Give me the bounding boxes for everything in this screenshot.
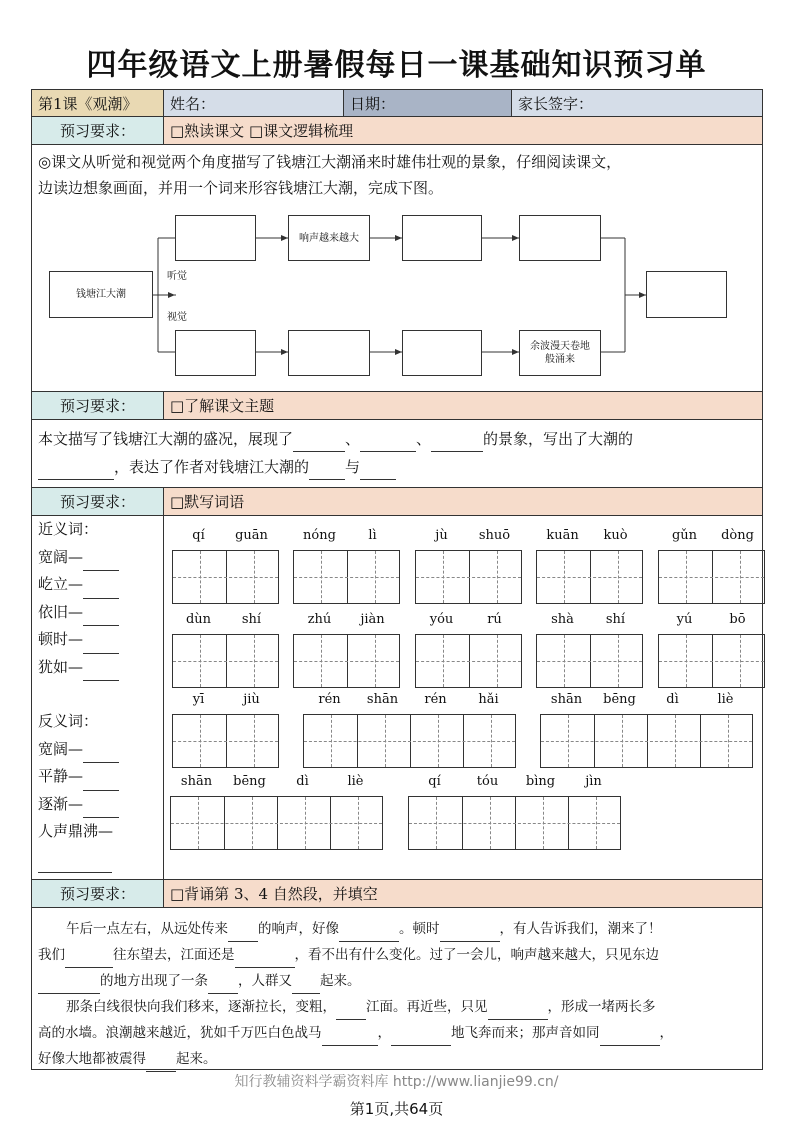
grid-guide	[294, 661, 399, 662]
synonyms-title: 近义词：	[38, 520, 99, 538]
fill-blank[interactable]	[600, 1031, 660, 1046]
grid-guide	[294, 577, 399, 578]
pinyin-label: jù	[435, 528, 448, 543]
section4-body	[32, 908, 762, 1070]
fill-blank[interactable]	[360, 435, 416, 452]
antonym-item: 宽阔—	[38, 736, 119, 764]
vocab-column	[32, 516, 164, 879]
requirement-label: 预习要求：	[32, 488, 164, 515]
pinyin-label: guān	[235, 528, 268, 543]
fill-blank[interactable]	[38, 856, 112, 873]
requirement-label: 预习要求：	[32, 392, 164, 419]
section2-body	[32, 420, 762, 488]
pinyin-label: rú	[487, 612, 502, 627]
pinyin-label: rén	[318, 692, 341, 707]
pinyin-label: shuō	[478, 528, 511, 543]
pinyin-label: jiàn	[360, 612, 385, 627]
fill-blank[interactable]	[38, 979, 100, 994]
theme-text: 与	[345, 458, 361, 476]
writing-grid[interactable]	[536, 634, 643, 688]
writing-grid[interactable]	[293, 550, 400, 604]
fill-blank[interactable]	[360, 463, 396, 480]
fill-blank[interactable]	[228, 927, 258, 942]
pinyin-label: dì	[666, 692, 679, 707]
synonym-item: 依旧—	[38, 599, 119, 627]
writing-grid[interactable]	[415, 550, 522, 604]
requirement-checkbox[interactable]: □背诵第 3、4 自然段，并填空	[164, 880, 762, 907]
diagram-result-box[interactable]	[646, 271, 727, 318]
fill-blank[interactable]	[38, 463, 114, 480]
pinyin-label: jiù	[243, 692, 260, 707]
recite-line: 好像大地都被震得 起来。	[38, 1046, 217, 1072]
antonym-item: 逐渐—	[38, 791, 119, 819]
theme-line-2	[38, 454, 396, 480]
writing-grid[interactable]	[293, 634, 400, 688]
pinyin-label: qí	[192, 528, 205, 543]
pinyin-label: hǎi	[478, 692, 499, 707]
requirement-checkbox[interactable]: □了解课文主题	[164, 392, 762, 419]
fill-blank[interactable]	[83, 609, 119, 626]
pinyin-label: rén	[424, 692, 447, 707]
theme-text: 、	[345, 430, 361, 448]
fill-blank[interactable]	[65, 953, 113, 968]
grid-guide	[409, 823, 620, 824]
pinyin-label: shí	[241, 612, 262, 627]
writing-grid[interactable]	[415, 634, 522, 688]
fill-blank[interactable]	[83, 801, 119, 818]
antonym-item: 平静—	[38, 763, 119, 791]
fill-blank[interactable]	[146, 1057, 176, 1072]
lesson-title: 第1课《观潮》	[32, 90, 164, 116]
grid-guide	[416, 661, 521, 662]
fill-blank[interactable]	[309, 463, 345, 480]
requirement-label: 预习要求：	[32, 117, 164, 144]
section2-requirement	[32, 392, 762, 420]
writing-grid[interactable]	[172, 550, 279, 604]
pinyin-label: qí	[428, 774, 441, 789]
antonym-item	[38, 846, 112, 874]
section1-body	[32, 145, 762, 392]
grid-guide	[659, 661, 764, 662]
fill-blank[interactable]	[391, 1031, 451, 1046]
diagram-bottom-box-3[interactable]	[402, 330, 482, 376]
branch-label-hearing: 听觉	[167, 271, 187, 282]
page-title: 四年级语文上册暑假每日一课基础知识预习单	[86, 48, 707, 83]
grid-guide	[659, 577, 764, 578]
pinyin-label: yī	[192, 692, 205, 707]
fill-blank[interactable]	[293, 435, 345, 452]
synonym-item: 宽阔—	[38, 544, 119, 572]
pinyin-label: liè	[347, 774, 364, 789]
pinyin-label: yú	[676, 612, 693, 627]
diagram-top-box-3[interactable]	[402, 215, 482, 261]
diagram-bottom-box-2[interactable]	[288, 330, 370, 376]
section4-requirement	[32, 880, 762, 908]
antonyms-title: 反义词：	[38, 712, 99, 730]
recite-line: 高的水墙。浪潮越来越近，犹如千万匹白色战马 ， 地飞奔而来；那声音如同 ，	[38, 1020, 673, 1046]
fill-blank[interactable]	[322, 1031, 378, 1046]
diagram-bottom-box-1[interactable]	[175, 330, 256, 376]
fill-blank[interactable]	[431, 435, 483, 452]
fill-blank[interactable]	[83, 664, 119, 681]
pinyin-label: shà	[551, 612, 574, 627]
pinyin-label: tóu	[476, 774, 499, 789]
grid-guide	[537, 661, 642, 662]
synonym-item: 屹立—	[38, 571, 119, 599]
requirement-checkbox[interactable]: □默写词语	[164, 488, 762, 515]
pinyin-writing-area	[164, 516, 762, 879]
diagram-top-box-4[interactable]	[519, 215, 601, 261]
name-field[interactable]: 姓名：	[164, 90, 344, 116]
section1-requirement	[32, 117, 762, 145]
pinyin-label: zhú	[307, 612, 332, 627]
fill-blank[interactable]	[292, 979, 320, 994]
synonym-item: 顿时—	[38, 626, 119, 654]
theme-text: 、	[416, 430, 432, 448]
grid-guide	[416, 577, 521, 578]
pinyin-label: dùn	[185, 612, 212, 627]
fill-blank[interactable]	[235, 953, 295, 968]
pinyin-label: dì	[296, 774, 309, 789]
instruction-line-1: ◎课文从听觉和视觉两个角度描写了钱塘江大潮涌来时雄伟壮观的景象，仔细阅读课文，	[38, 153, 622, 171]
writing-grid[interactable]	[170, 796, 383, 850]
pinyin-label: shān	[366, 692, 399, 707]
pinyin-label: lì	[368, 528, 377, 543]
writing-grid[interactable]	[536, 550, 643, 604]
pinyin-label: gǔn	[671, 528, 698, 543]
instruction-line-2: 边读边想象画面，并用一个词来形容钱塘江大潮，完成下图。	[38, 179, 444, 197]
writing-grid[interactable]	[658, 550, 765, 604]
pinyin-label: jìn	[585, 774, 602, 789]
grid-guide	[541, 741, 752, 742]
requirement-checkboxes[interactable]: □熟读课文 □课文逻辑梳理	[164, 117, 762, 144]
diagram-top-box-1[interactable]	[175, 215, 256, 261]
fill-blank[interactable]	[83, 582, 119, 599]
synonym-item: 犹如—	[38, 654, 119, 682]
fill-blank[interactable]	[336, 1005, 366, 1020]
writing-grid[interactable]	[172, 714, 279, 768]
writing-grid[interactable]	[172, 634, 279, 688]
worksheet-frame	[31, 89, 763, 1070]
writing-grid[interactable]	[658, 634, 765, 688]
section3-body	[32, 516, 762, 880]
requirement-label: 预习要求：	[32, 880, 164, 907]
recite-line: 那条白线很快向我们移来，逐渐拉长，变粗， 江面。再近些，只见 ，形成一堵两长多	[38, 994, 656, 1020]
pinyin-label: bēng	[233, 774, 266, 789]
theme-line-1	[38, 426, 633, 452]
grid-guide	[537, 577, 642, 578]
fill-blank[interactable]	[83, 774, 119, 791]
grid-guide	[173, 577, 278, 578]
grid-guide	[171, 823, 382, 824]
section3-requirement	[32, 488, 762, 516]
theme-text: ，表达了作者对钱塘江大潮的	[114, 458, 310, 476]
fill-blank[interactable]	[208, 979, 238, 994]
theme-text: 本文描写了钱塘江大潮的盛况，展现了	[38, 430, 294, 448]
recite-line: 午后一点左右，从远处传来 的响声，好像 。顿时 ，有人告诉我们，潮来了！	[38, 916, 662, 942]
pinyin-label: bēng	[603, 692, 636, 707]
diagram-root-box: 钱塘江大潮	[49, 271, 153, 318]
source-footer: 知行教辅资料学霸资料库 http://www.lianjie99.cn/	[234, 1074, 559, 1090]
fill-blank[interactable]	[83, 746, 119, 763]
writing-grid[interactable]	[303, 714, 516, 768]
fill-blank[interactable]	[440, 927, 500, 942]
header-row	[32, 90, 762, 117]
diagram-top-box-2: 响声越来越大	[288, 215, 370, 261]
pinyin-label: kuò	[603, 528, 628, 543]
antonym-item: 人声鼎沸—	[38, 822, 114, 840]
fill-blank[interactable]	[83, 554, 119, 571]
fill-blank[interactable]	[339, 927, 399, 942]
grid-guide	[304, 741, 515, 742]
pinyin-label: bō	[729, 612, 746, 627]
fill-blank[interactable]	[83, 637, 119, 654]
pinyin-label: kuān	[546, 528, 579, 543]
pinyin-label: dòng	[721, 528, 754, 543]
fill-blank[interactable]	[488, 1005, 548, 1020]
page-number: 第1页,共64页	[349, 1100, 444, 1118]
recite-line: 我们 往东望去，江面还是 ，看不出有什么变化。过了一会儿，响声越来越大，只见东边	[38, 942, 659, 968]
theme-text: 的景象，写出了大潮的	[483, 430, 634, 448]
branch-label-sight: 视觉	[167, 312, 187, 323]
pinyin-label: bìng	[525, 774, 556, 789]
pinyin-label: yóu	[429, 612, 454, 627]
flow-diagram-lines	[32, 145, 762, 392]
diagram-bottom-box-4: 余波漫天卷地般涌来	[519, 330, 601, 376]
grid-guide	[173, 741, 278, 742]
pinyin-label: shí	[605, 612, 626, 627]
parent-signature-field[interactable]: 家长签字：	[512, 90, 762, 116]
pinyin-label: shān	[180, 774, 213, 789]
pinyin-label: liè	[717, 692, 734, 707]
grid-guide	[173, 661, 278, 662]
date-field[interactable]: 日期：	[344, 90, 512, 116]
writing-grid[interactable]	[408, 796, 621, 850]
writing-grid[interactable]	[540, 714, 753, 768]
pinyin-label: shān	[550, 692, 583, 707]
pinyin-label: nóng	[303, 528, 336, 543]
recite-line: 的地方出现了一条 ，人群又 起来。	[38, 968, 361, 994]
